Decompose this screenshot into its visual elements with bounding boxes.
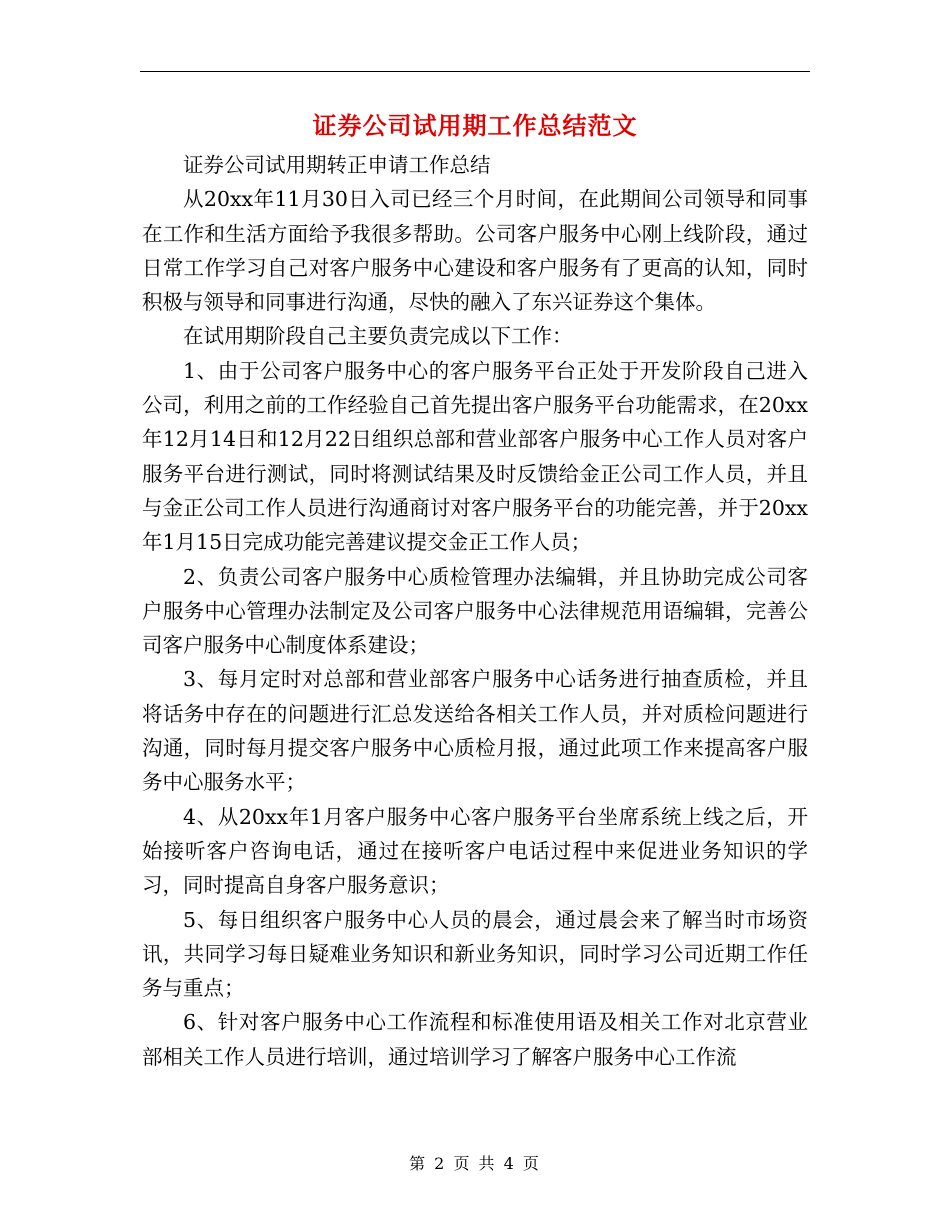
body-paragraph-item-6: 6、针对客户服务中心工作流程和标准使用语及相关工作对北京营业部相关工作人员进行培训，通过培训学习了解客户服务中心工作流 — [142, 1010, 808, 1069]
body-paragraph-subtitle: 证券公司试用期转正申请工作总结 — [183, 153, 491, 177]
body-paragraph-item-5: 5、每日组织客户服务中心人员的晨会，通过晨会来了解当时市场资讯，共同学习每日疑难业务知识和新业务知识，同时学习公司近期工作任务与重点； — [142, 907, 808, 1001]
body-paragraph-item-4: 4、从20xx年1月客户服务中心客户服务平台坐席系统上线之后，开始接听客户咨询电话，通过在接听客户电话过程中来促进业务知识的学习，同时提高自身客户服务意识； — [142, 804, 808, 898]
body-paragraph-item-2: 2、负责公司客户服务中心质检管理办法编辑，并且协助完成公司客户服务中心管理办法制定及公司客户服务中心法律规范用语编辑，完善公司客户服务中心制度体系建设； — [142, 564, 808, 658]
body-paragraph-lead: 在试用期阶段自己主要负责完成以下工作： — [183, 324, 573, 349]
body-paragraph-item-1: 1、由于公司客户服务中心的客户服务平台正处于开发阶段自己进入公司，利用之前的工作经验自己首先提出客户服务平台功能需求，在20xx年12月14日和12月22日组织总部和营业部客户服务中心工作人员对客户服务平台进行测试，同时将测试结果及时反馈给金正公司工作人员，并且与金正公司工作人员进行沟通商讨对客户服务平台的功能完善，并于20xx年1月15日完成功能完善建议提交金正工作人员； — [142, 358, 808, 555]
header-rule — [140, 71, 810, 72]
body-paragraph-item-3: 3、每月定时对总部和营业部客户服务中心话务进行抽查质检，并且将话务中存在的问题进行汇总发送给各相关工作人员，并对质检问题进行沟通，同时每月提交客户服务中心质检月报，通过此项工作来提高客户服务中心服务水平； — [142, 667, 808, 795]
document-body — [142, 148, 808, 1074]
page-number-footer: 第 2 页 共 4 页 — [409, 1154, 541, 1173]
document-title: 证券公司试用期工作总结范文 — [312, 111, 638, 140]
body-paragraph-intro: 从20xx年11月30日入司已经三个月时间，在此期间公司领导和同事在工作和生活方面给予我很多帮助。公司客户服务中心刚上线阶段，通过日常工作学习自己对客户服务中心建设和客户服务有了更高的认知，同时积极与领导和同事进行沟通，尽快的融入了东兴证券这个集体。 — [142, 187, 808, 315]
